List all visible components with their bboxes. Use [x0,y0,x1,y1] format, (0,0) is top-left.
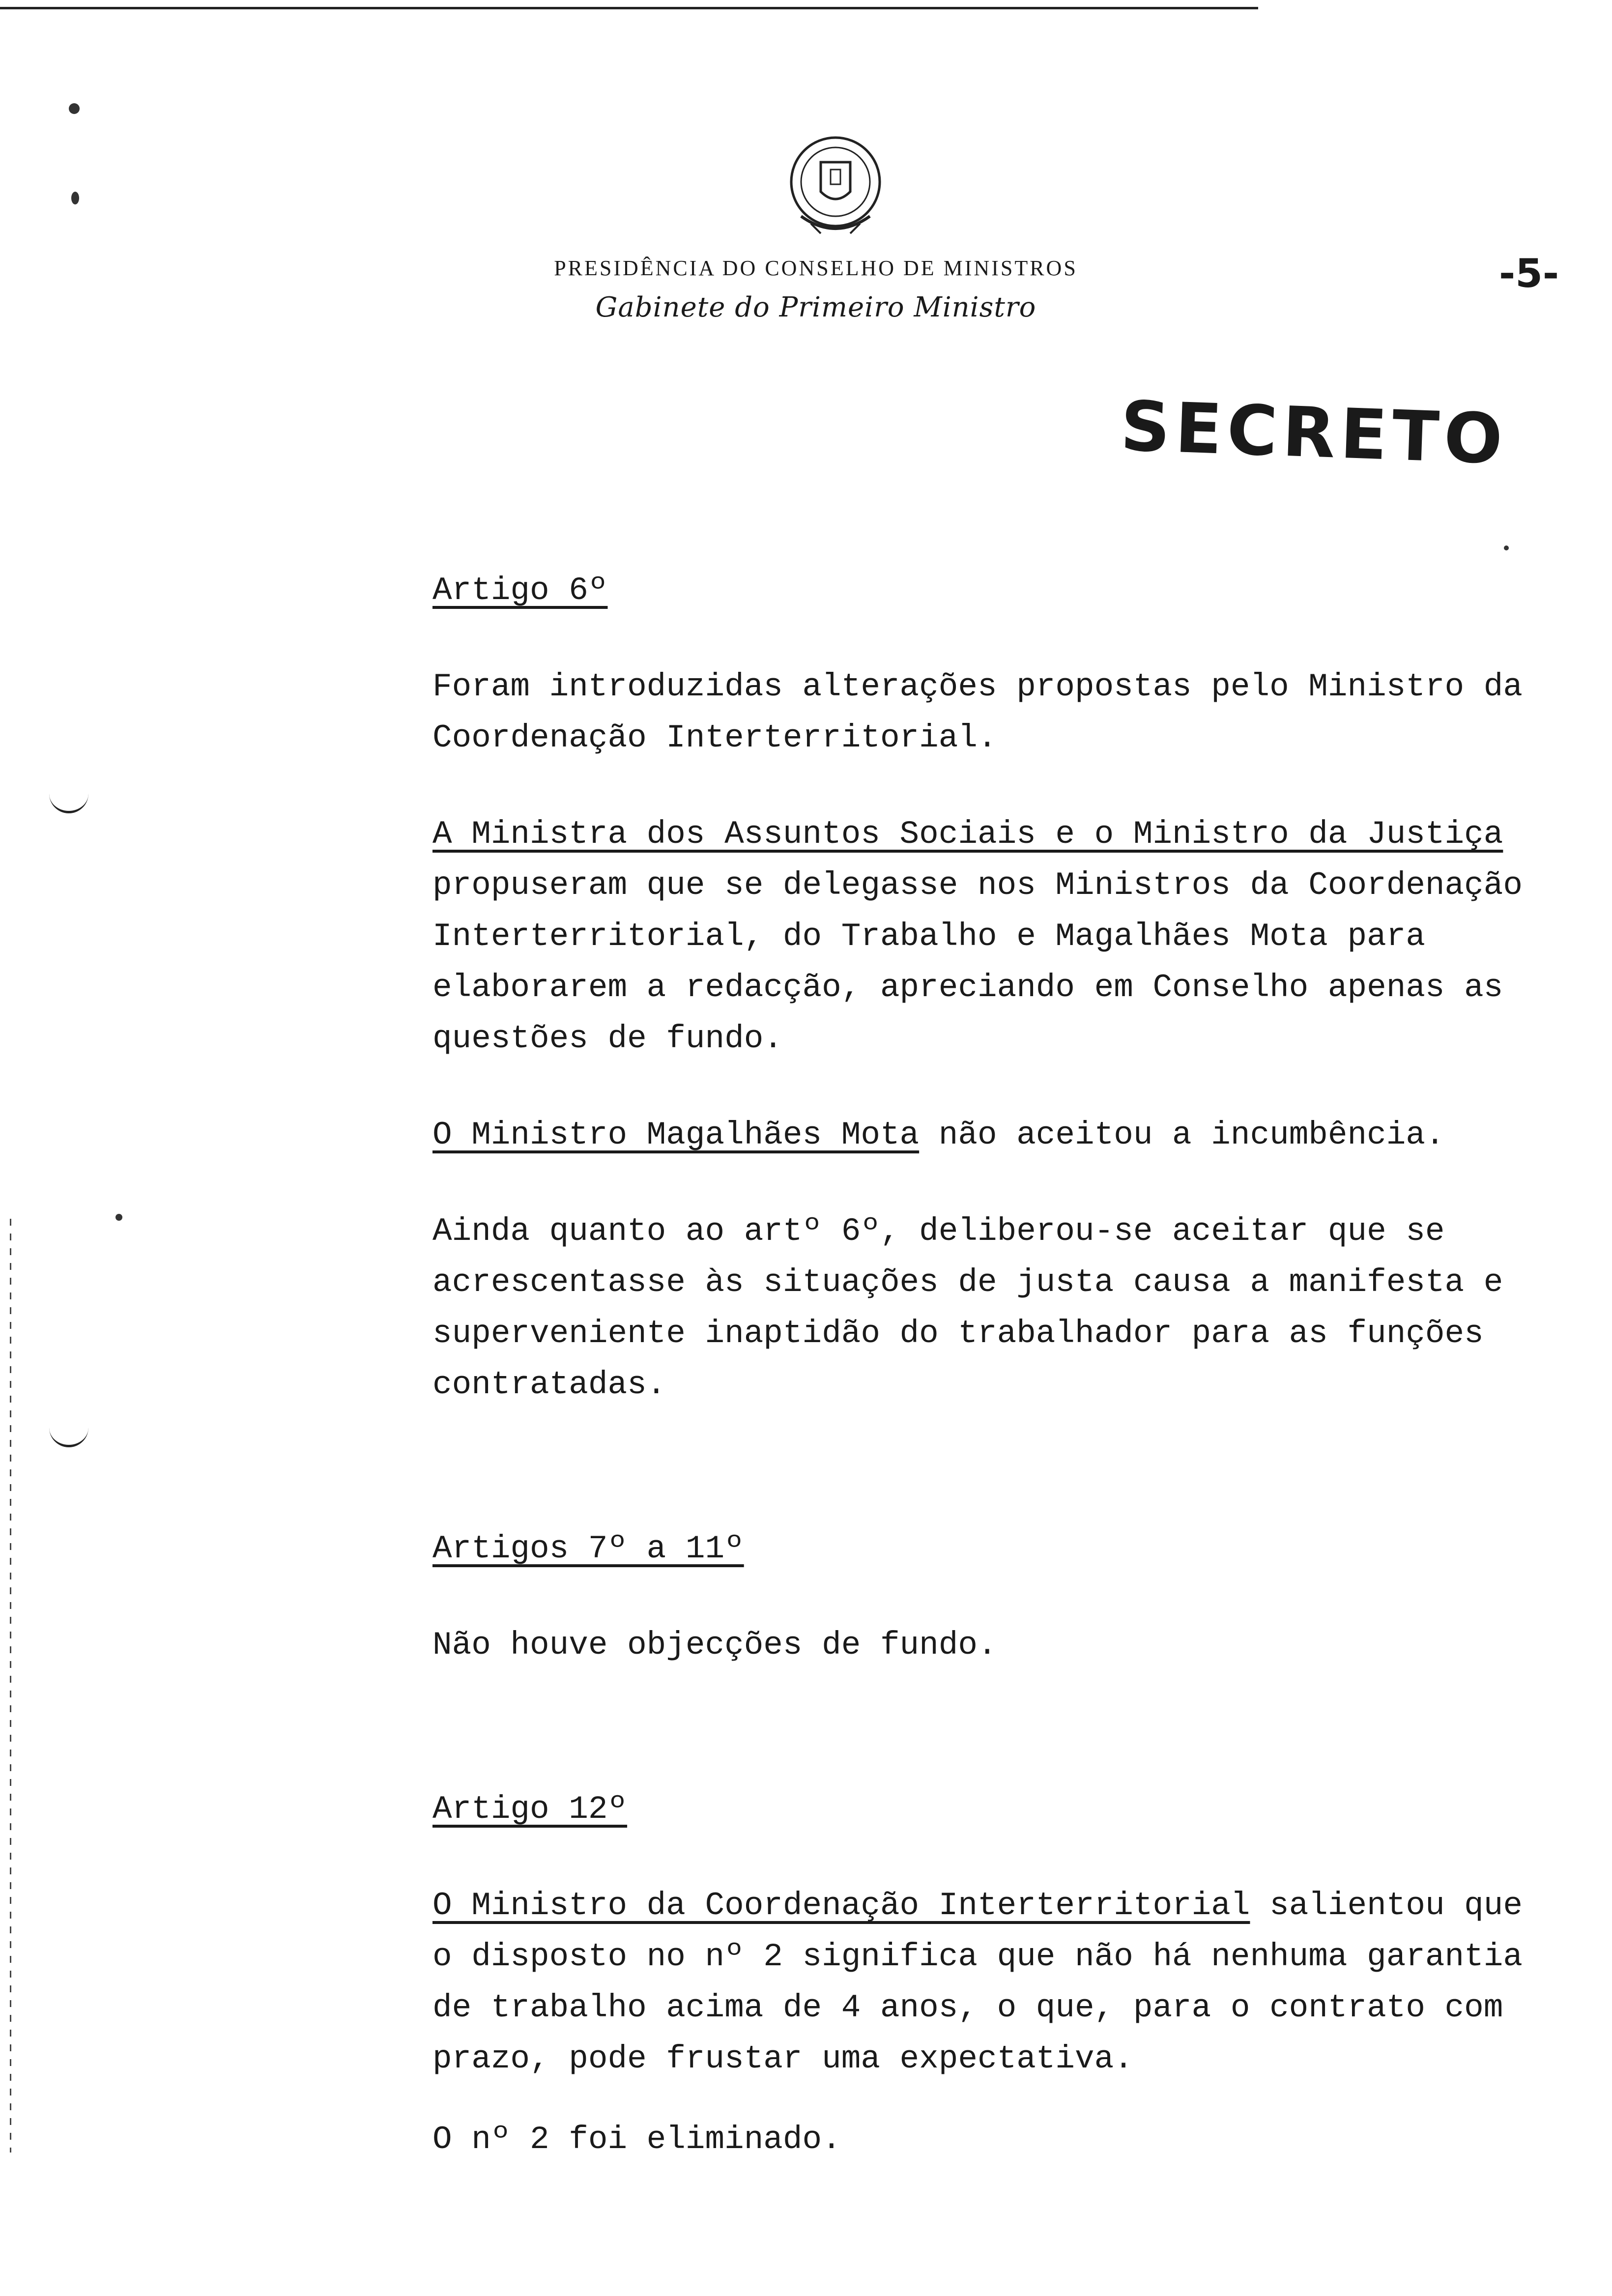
page-number: -5- [1499,251,1559,296]
paragraph-text: propuseram que se delegasse nos Ministros da Coordenação Interterritorial, do Trabalho e Magalhães Mota para elaborarem a redacção, apreciando em Conselho apenas as questões de fundo. [432,867,1523,1057]
scan-top-rule [0,7,1258,9]
underlined-subject: O Ministro Magalhães Mota [432,1117,920,1153]
paragraph-text: salientou que o disposto no nº 2 significa que não há nenhuma garantia de trabalho acima de 4 anos, o que, para o contrato com prazo, pode frustar uma expectativa. [432,1887,1523,2077]
scan-speck [115,1214,122,1221]
paragraph [432,1110,1538,1161]
paragraph: Ainda quanto ao artº 6º, deliberou-se aceitar que se acrescentasse às situações de justa causa a manifesta e superveniente inaptidão do trabalhador para as funções contratadas. [432,1213,1503,1403]
underlined-subject: A Ministra dos Assuntos Sociais e o Ministro da Justiça [432,816,1503,853]
paragraph [432,809,1538,1064]
section-heading: Artigo 12º [432,1791,628,1828]
underlined-subject: O Ministro da Coordenação Interterritorial [432,1887,1250,1924]
paragraph: O nº 2 foi eliminado. [432,2121,841,2158]
office-name: Gabinete do Primeiro Ministro [595,291,1036,323]
paragraph: Foram introduzidas alterações propostas pelo Ministro da Coordenação Interterritorial. [432,668,1523,756]
classification-stamp: SECRETO [1119,386,1509,480]
scan-speck [69,103,80,114]
scan-edge-mark [10,1219,11,2152]
scan-speck [1504,545,1509,550]
section-heading: Artigo 6º [432,572,608,609]
paragraph: Não houve objecções de fundo. [432,1627,997,1664]
institution-name: PRESIDÊNCIA DO CONSELHO DE MINISTROS [554,256,1078,280]
punch-hole-mark [49,1425,88,1447]
scan-speck [71,192,79,204]
section-heading: Artigos 7º a 11º [432,1530,744,1567]
letterhead [442,256,1189,323]
paragraph [432,1880,1538,2085]
punch-hole-mark [49,791,88,813]
document-body [432,565,1538,2165]
coat-of-arms-icon [781,128,890,246]
paragraph-text: não aceitou a incumbência. [919,1117,1445,1153]
